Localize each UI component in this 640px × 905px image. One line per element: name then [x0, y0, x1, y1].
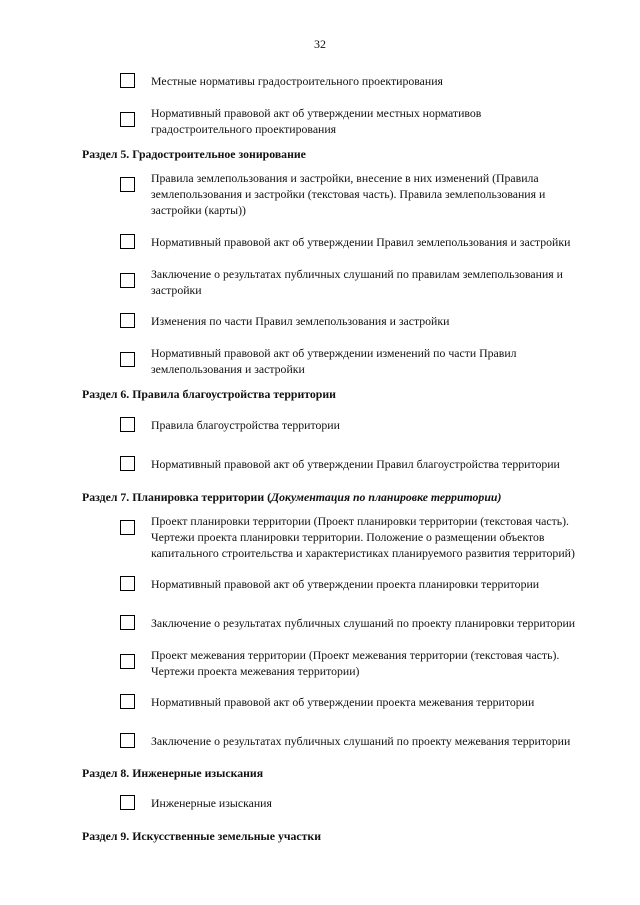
- section-9-title: Раздел 9. Искусственные земельные участки: [82, 829, 322, 843]
- item-improvement-rules: Правила благоустройства территории: [151, 418, 340, 432]
- checkbox-engineering-surveys[interactable]: [120, 795, 135, 810]
- checkbox-zoning-rules[interactable]: [120, 177, 135, 192]
- checkbox-planning-hearings[interactable]: [120, 615, 135, 630]
- page-number: 32: [314, 37, 326, 51]
- item-improvement-rules-act: Нормативный правовой акт об утверждении Правил благоустройства территории: [151, 457, 560, 471]
- checkbox-local-norms-act[interactable]: [120, 112, 135, 127]
- checkbox-zoning-rules-act[interactable]: [120, 234, 135, 249]
- item-local-norms-act: Нормативный правовой акт об утверждении местных нормативов градостроительного проектирования: [151, 106, 482, 136]
- item-local-norms: Местные нормативы градостроительного проектирования: [151, 74, 443, 88]
- checkbox-planning-project-act[interactable]: [120, 576, 135, 591]
- item-planning-project: Проект планировки территории (Проект планировки территории (текстовая часть). Чертежи проекта планировки территории. Положение о размещении объектов капитального строительства и характеристиках планируемого развития территорий): [151, 514, 575, 560]
- item-survey-project: Проект межевания территории (Проект межевания территории (текстовая часть). Чертежи проекта межевания территории): [151, 648, 560, 678]
- item-survey-hearings: Заключение о результатах публичных слушаний по проекту межевания территории: [151, 734, 571, 748]
- checkbox-survey-project-act[interactable]: [120, 694, 135, 709]
- checkbox-improvement-rules-act[interactable]: [120, 456, 135, 471]
- item-survey-project-act: Нормативный правовой акт об утверждении проекта межевания территории: [151, 695, 535, 709]
- item-zoning-hearings: Заключение о результатах публичных слушаний по правилам землепользования и застройки: [151, 267, 563, 297]
- checkbox-zoning-changes-act[interactable]: [120, 352, 135, 367]
- checkbox-survey-project[interactable]: [120, 654, 135, 669]
- item-zoning-rules: Правила землепользования и застройки, внесение в них изменений (Правила землепользования и застройки (текстовая часть). Правила землепользования и застройки (карты)): [151, 171, 546, 217]
- section-6-title: Раздел 6. Правила благоустройства территории: [82, 387, 336, 401]
- checkbox-improvement-rules[interactable]: [120, 417, 135, 432]
- item-zoning-rules-act: Нормативный правовой акт об утверждении Правил землепользования и застройки: [151, 235, 571, 249]
- checkbox-local-norms[interactable]: [120, 73, 135, 88]
- item-zoning-changes: Изменения по части Правил землепользования и застройки: [151, 314, 450, 328]
- checkbox-survey-hearings[interactable]: [120, 733, 135, 748]
- checkbox-planning-project[interactable]: [120, 520, 135, 535]
- item-zoning-changes-act: Нормативный правовой акт об утверждении изменений по части Правил землепользования и застройки: [151, 346, 517, 376]
- item-engineering-surveys: Инженерные изыскания: [151, 796, 272, 810]
- section-7-title: Раздел 7. Планировка территории (Документация по планировке территории): [82, 490, 502, 504]
- checkbox-zoning-changes[interactable]: [120, 313, 135, 328]
- item-planning-project-act: Нормативный правовой акт об утверждении проекта планировки территории: [151, 577, 540, 591]
- checkbox-zoning-hearings[interactable]: [120, 273, 135, 288]
- section-5-title: Раздел 5. Градостроительное зонирование: [82, 147, 306, 161]
- section-8-title: Раздел 8. Инженерные изыскания: [82, 766, 264, 780]
- item-planning-hearings: Заключение о результатах публичных слушаний по проекту планировки территории: [151, 616, 576, 630]
